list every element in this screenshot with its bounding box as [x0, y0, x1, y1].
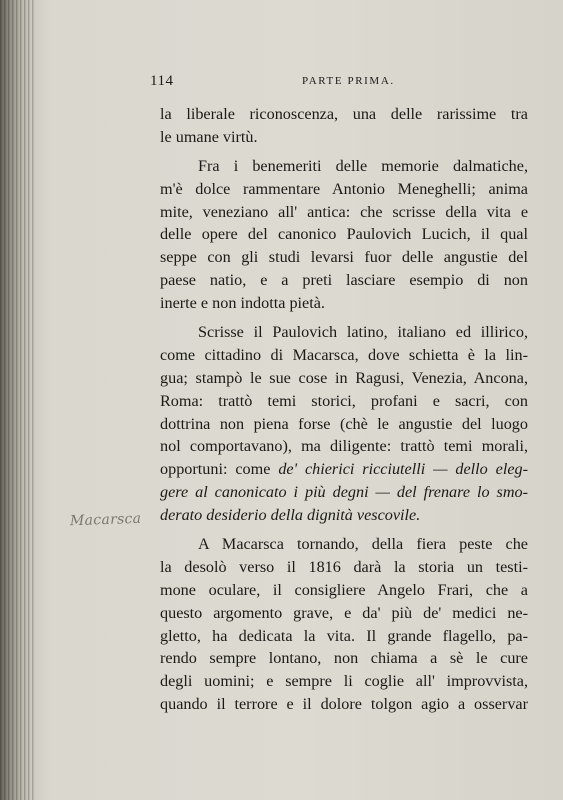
text-line: rendo sempre lontano, non chiama a sè le cure	[160, 649, 528, 668]
text-line: A Macarsca tornando, della fiera peste che	[198, 535, 528, 554]
body-text	[160, 103, 528, 716]
text-line: mite, veneziano all' antica: che scrisse della vita e	[160, 202, 528, 221]
text-line: gua; stampò le sue cose in Ragusi, Venezia, Ancona,	[160, 368, 528, 387]
italic-line: derato desiderio della dignità vescovile.	[160, 506, 421, 525]
text-line: le umane virtù.	[160, 127, 258, 146]
page-header	[150, 73, 535, 93]
handwritten-margin-note: Macarsca	[69, 510, 142, 530]
text-line: mone oculare, il consigliere Angelo Frari, che a	[160, 580, 528, 599]
text-line: paese natio, e a preti lasciare esempio di non	[160, 271, 528, 290]
text-line: Fra i benemeriti delle memorie dalmatiche,	[198, 156, 528, 175]
text-line: dottrina non piena forse (chè le angustie del luogo	[160, 414, 528, 433]
text-line: Roma: trattò temi storici, profani e sacri, con	[160, 391, 528, 410]
text-line: la desolò verso il 1816 darà la storia un testi-	[160, 557, 528, 576]
text-line: nol comportavano), ma diligente: trattò temi morali,	[160, 437, 528, 456]
text-segment: opportuni: come	[160, 460, 271, 479]
text-line: degli uomini; e sempre li coglie all' improvvista,	[160, 672, 528, 691]
text-line: Scrisse il Paulovich latino, italiano ed illirico,	[198, 323, 528, 342]
text-line: quando il terrore e il dolore tolgon agio a osservar	[160, 695, 528, 714]
running-head: PARTE PRIMA.	[302, 75, 395, 87]
italic-segment: de' chierici ricciutelli — dello eleg-	[278, 460, 529, 479]
text-line: questo argomento grave, e da' più de' medici ne-	[160, 603, 528, 622]
text-line: gletto, ha dedicata la vita. Il grande flagello, pa-	[160, 626, 528, 645]
page-number: 114	[150, 73, 174, 89]
text-line-mixed	[160, 458, 528, 481]
text-line: come cittadino di Macarsca, dove schietta è la lin-	[160, 345, 528, 364]
text-line: m'è dolce rammentare Antonio Meneghelli; anima	[160, 179, 528, 198]
text-line: inerte e non indotta pietà.	[160, 294, 325, 313]
text-line: seppe con gli studi levarsi fuor delle angustie del	[160, 248, 528, 267]
text-line: delle opere del canonico Paulovich Lucich, il qual	[160, 225, 528, 244]
italic-line: gere al canonicato i più degni — del frenare lo smo-	[160, 483, 528, 502]
book-spine-shadow	[0, 0, 34, 800]
text-line: la liberale riconoscenza, una delle rarissime tra	[160, 105, 528, 123]
